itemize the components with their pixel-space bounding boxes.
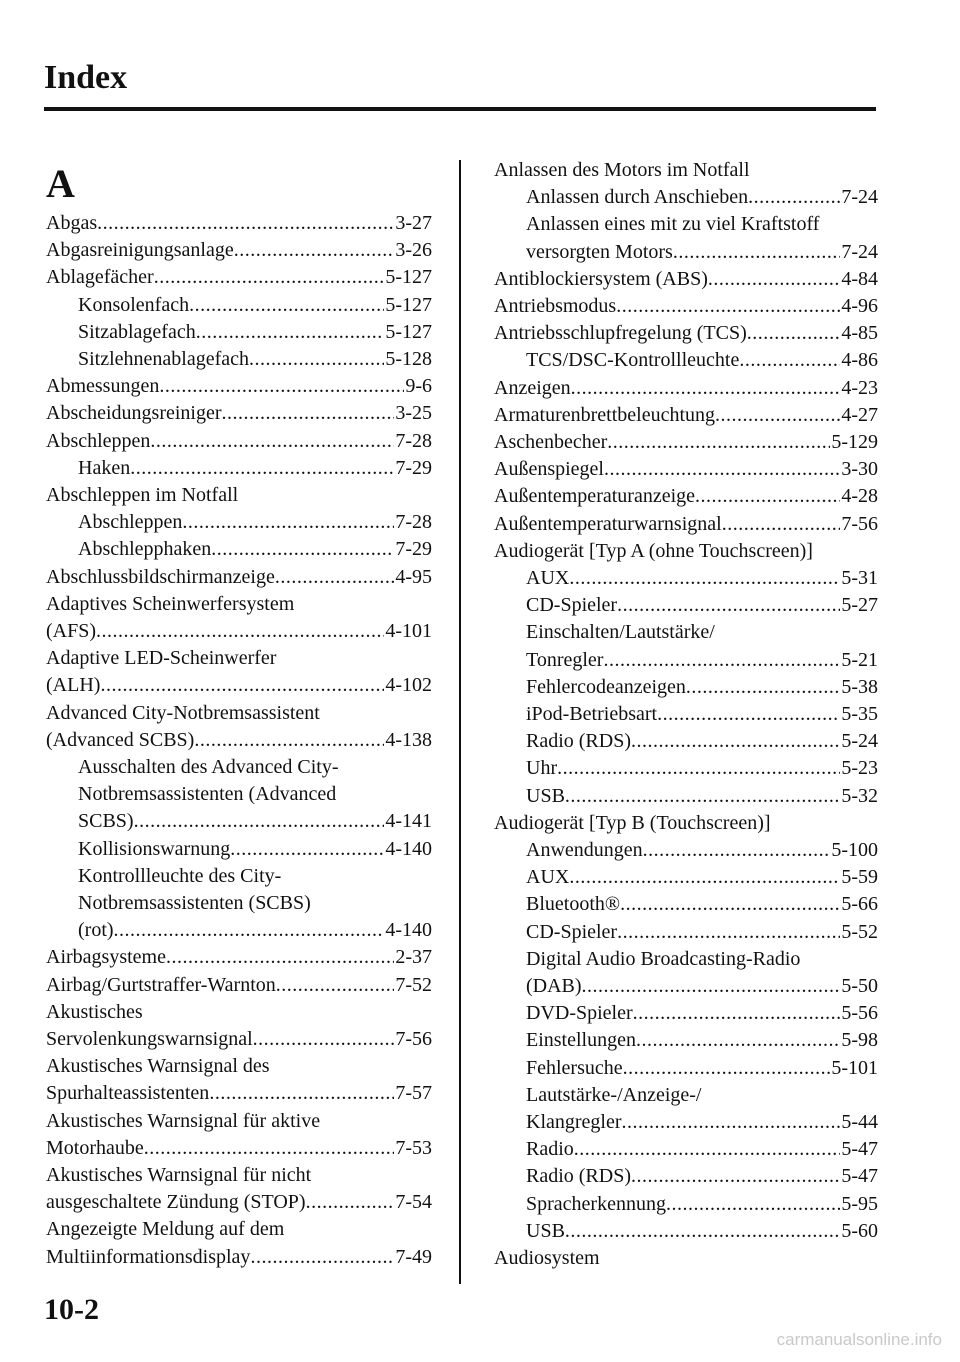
entry-page-ref: 4-96 — [841, 295, 878, 317]
entry-term: Servolenkungswarnsignal — [46, 1028, 253, 1050]
dot-leader — [565, 1218, 840, 1245]
entry-term: Konsolenfach — [78, 293, 190, 316]
index-entry: Akustisches Warnsignal für aktive — [46, 1109, 321, 1132]
index-entry: Akustisches — [46, 1000, 143, 1023]
entry-page-ref: 5-100 — [831, 839, 878, 861]
entry-page-ref: 9-6 — [405, 375, 432, 398]
entry-page-ref: 7-57 — [395, 1082, 432, 1105]
entry-term: Fehlercodeanzeigen — [526, 675, 686, 698]
dot-leader — [643, 837, 831, 864]
index-entry — [494, 429, 878, 456]
index-entry — [46, 972, 432, 999]
entry-term: ausgeschaltete Zündung (STOP) — [46, 1191, 306, 1214]
index-entry — [526, 1055, 878, 1082]
index-entry — [526, 1163, 878, 1190]
entry-term: Abschlepphaken — [78, 538, 212, 561]
entry-term: Außentemperaturwarnsignal — [494, 512, 722, 535]
entry-term: Spracherkennung — [526, 1192, 666, 1215]
entry-term: Anzeigen — [494, 376, 571, 399]
entry-term: Radio — [526, 1138, 574, 1161]
entry-page-ref: 5-60 — [841, 1219, 878, 1242]
index-entry — [526, 1136, 878, 1163]
entry-page-ref: 5-35 — [841, 703, 878, 725]
entry-term: Außenspiegel — [494, 458, 604, 481]
dot-leader — [722, 511, 841, 538]
dot-leader — [565, 783, 840, 810]
entry-page-ref: 5-127 — [385, 266, 432, 289]
entry-page-ref: 7-28 — [395, 511, 432, 534]
dot-leader — [130, 455, 394, 482]
entry-page-ref: 5-47 — [841, 1165, 878, 1188]
entry-page-ref: 4-28 — [841, 485, 878, 508]
entry-term: Spurhalteassistenten — [46, 1082, 210, 1105]
dot-leader — [249, 346, 384, 373]
section-letter: A — [46, 161, 75, 206]
entry-page-ref: 5-50 — [841, 975, 878, 997]
dot-leader — [673, 239, 840, 266]
index-entry — [46, 672, 432, 699]
dot-leader — [209, 1080, 394, 1107]
index-entry — [46, 1026, 432, 1053]
entry-term: Radio (RDS) — [526, 1165, 631, 1188]
entry-term: versorgten Motors — [526, 240, 673, 263]
dot-leader — [657, 701, 840, 728]
entry-page-ref: 5-52 — [841, 920, 878, 943]
index-entry: Lautstärke-/Anzeige-/ — [526, 1083, 702, 1106]
entry-term: Multiinformationsdisplay — [46, 1245, 251, 1268]
index-entry — [78, 292, 432, 319]
dot-leader — [114, 917, 385, 944]
entry-page-ref: 5-128 — [385, 348, 432, 370]
index-entry — [494, 483, 878, 510]
dot-leader — [695, 483, 840, 510]
entry-page-ref: 5-32 — [841, 784, 878, 807]
entry-page-ref: 5-127 — [385, 320, 432, 343]
entry-page-ref: 5-95 — [841, 1192, 878, 1215]
index-entry — [526, 184, 878, 211]
dot-leader — [569, 864, 840, 891]
entry-term: Bluetooth® — [526, 893, 621, 916]
dot-leader — [569, 565, 840, 592]
entry-page-ref: 5-23 — [841, 757, 878, 780]
dot-leader — [196, 319, 385, 346]
entry-page-ref: 7-29 — [395, 456, 432, 479]
index-entry — [78, 455, 432, 482]
entry-term: Antriebsschlupfregelung (TCS) — [494, 322, 747, 345]
index-entry: Abschleppen im Notfall — [46, 484, 239, 506]
index-entry: Notbremsassistenten (Advanced — [78, 783, 337, 806]
index-entry — [494, 402, 878, 429]
entry-term: AUX — [526, 866, 570, 889]
dot-leader — [603, 647, 840, 674]
entry-page-ref: 7-24 — [841, 186, 878, 209]
index-entry: Adaptive LED-Scheinwerfer — [46, 647, 277, 670]
index-entry: Anlassen eines mit zu viel Kraftstoff — [526, 213, 820, 236]
entry-page-ref: 5-98 — [841, 1029, 878, 1052]
index-entry — [526, 1000, 878, 1027]
index-entry: Anlassen des Motors im Notfall — [494, 159, 750, 181]
index-entry — [526, 837, 878, 864]
entry-page-ref: 5-59 — [841, 866, 878, 889]
index-entry: Advanced City-Notbremsassistent — [46, 701, 320, 724]
entry-term: Uhr — [526, 757, 558, 780]
index-entry — [46, 264, 432, 291]
page-number: 10-2 — [44, 1293, 99, 1326]
entry-term: DVD-Spieler — [526, 1002, 633, 1025]
index-entry — [526, 728, 878, 755]
index-entry — [494, 456, 878, 483]
dot-leader — [194, 727, 384, 754]
index-entry — [526, 647, 878, 674]
dot-leader — [633, 1000, 841, 1027]
entry-page-ref: 4-86 — [841, 349, 878, 372]
dot-leader — [739, 347, 840, 374]
index-entry — [78, 836, 432, 863]
index-entry: Einschalten/Lautstärke/ — [526, 621, 715, 644]
dot-leader — [159, 373, 404, 400]
dot-leader — [275, 564, 394, 591]
entry-term: USB — [526, 1219, 565, 1242]
dot-leader — [708, 266, 840, 293]
watermark: carmanualsonline.info — [776, 1330, 942, 1349]
entry-page-ref: 3-27 — [395, 212, 432, 234]
index-entry: Audiogerät [Typ B (Touchscreen)] — [494, 811, 771, 834]
entry-page-ref: 7-52 — [395, 973, 432, 996]
dot-leader — [100, 672, 384, 699]
entry-page-ref: 5-129 — [831, 431, 878, 453]
dot-leader — [607, 429, 830, 456]
entry-page-ref: 3-26 — [395, 239, 432, 262]
dot-leader — [622, 1109, 841, 1136]
entry-page-ref: 2-37 — [395, 946, 432, 969]
dot-leader — [134, 808, 385, 835]
index-entry: Audiosystem — [494, 1247, 600, 1269]
entry-term: Abgas — [46, 212, 98, 234]
index-entry: Digital Audio Broadcasting-Radio — [526, 947, 801, 970]
entry-term: USB — [526, 784, 565, 807]
index-entry — [494, 511, 878, 538]
entry-term: Abscheidungsreiniger — [46, 402, 222, 425]
entry-page-ref: 5-31 — [841, 567, 878, 589]
index-entry — [494, 375, 878, 402]
entry-term: Klangregler — [526, 1111, 622, 1133]
index-entry — [46, 1244, 432, 1271]
entry-term: Anlassen durch Anschieben — [526, 186, 749, 209]
dot-leader — [222, 400, 395, 427]
dot-leader — [666, 1191, 840, 1218]
dot-leader — [276, 972, 395, 999]
entry-page-ref: 7-29 — [395, 538, 432, 561]
dot-leader — [182, 509, 394, 536]
entry-page-ref: 4-140 — [385, 837, 432, 860]
entry-term: Motorhaube — [46, 1136, 144, 1159]
entry-term: Sitzlehnenablagefach — [78, 348, 250, 370]
entry-term: Anwendungen — [526, 839, 643, 861]
index-entry — [526, 1191, 878, 1218]
index-entry — [46, 944, 432, 971]
index-entry — [78, 536, 432, 563]
entry-term: Außentemperaturanzeige — [494, 485, 696, 508]
index-entry — [46, 237, 432, 264]
entry-page-ref: 4-84 — [841, 267, 878, 290]
entry-term: (Advanced SCBS) — [46, 728, 195, 751]
index-entry — [46, 428, 432, 455]
dot-leader — [636, 1027, 840, 1054]
entry-page-ref: 5-24 — [841, 730, 878, 753]
entry-page-ref: 7-24 — [841, 240, 878, 263]
entry-term: Abschleppen — [46, 429, 151, 452]
entry-page-ref: 4-140 — [385, 919, 432, 942]
entry-term: (DAB) — [526, 975, 582, 997]
dot-leader — [97, 210, 394, 237]
entry-page-ref: 5-21 — [841, 648, 878, 671]
entry-page-ref: 4-27 — [841, 403, 878, 426]
entry-term: Einstellungen — [526, 1029, 636, 1052]
index-entry — [78, 808, 432, 835]
entry-term: AUX — [526, 567, 570, 589]
index-entry — [494, 266, 878, 293]
dot-leader — [686, 674, 840, 701]
dot-leader — [617, 592, 840, 619]
index-entry — [526, 592, 878, 619]
entry-page-ref: 7-56 — [841, 512, 878, 535]
entry-term: Abschleppen — [78, 511, 183, 534]
index-entry: Akustisches Warnsignal des — [46, 1055, 270, 1078]
index-entry: Angezeigte Meldung auf dem — [46, 1218, 285, 1241]
index-entry: Adaptives Scheinwerfersystem — [46, 592, 295, 615]
dot-leader — [748, 184, 840, 211]
index-entry — [78, 509, 432, 536]
index-entry — [526, 783, 878, 810]
dot-leader — [616, 293, 840, 320]
dot-leader — [306, 1189, 395, 1216]
entry-page-ref: 4-102 — [385, 674, 432, 697]
dot-leader — [189, 292, 384, 319]
entry-term: Abgasreinigungsanlage — [46, 239, 234, 262]
index-entry — [78, 319, 432, 346]
index-entry — [526, 891, 878, 918]
dot-leader — [715, 402, 840, 429]
index-entry — [526, 701, 878, 728]
index-entry — [46, 1189, 432, 1216]
entry-page-ref: 5-56 — [841, 1002, 878, 1025]
index-entry: Audiogerät [Typ A (ohne Touchscreen)] — [494, 539, 813, 562]
dot-leader — [604, 456, 840, 483]
entry-term: Antiblockiersystem (ABS) — [494, 267, 708, 290]
index-entry — [494, 320, 878, 347]
entry-term: Abschlussbildschirmanzeige — [46, 565, 275, 588]
entry-page-ref: 5-38 — [841, 675, 878, 698]
dot-leader — [617, 919, 840, 946]
entry-page-ref: 7-53 — [395, 1136, 432, 1159]
dot-leader — [253, 1026, 395, 1053]
entry-page-ref: 7-28 — [395, 429, 432, 452]
entry-page-ref: 4-141 — [385, 810, 432, 833]
index-entry: Notbremsassistenten (SCBS) — [78, 892, 311, 914]
entry-term: Radio (RDS) — [526, 730, 631, 753]
entry-page-ref: 5-127 — [385, 293, 432, 316]
dot-leader — [150, 428, 394, 455]
entry-term: Aschenbecher — [494, 431, 608, 453]
index-entry — [526, 973, 878, 1000]
index-entry — [526, 674, 878, 701]
index-entry: Kontrollleuchte des City- — [78, 864, 282, 887]
dot-leader — [557, 755, 840, 782]
index-entry — [526, 347, 878, 374]
dot-leader — [571, 375, 841, 402]
index-entry — [526, 1218, 878, 1245]
entry-term: Abmessungen — [46, 375, 160, 398]
index-entry — [46, 564, 432, 591]
entry-page-ref: 4-85 — [841, 322, 878, 345]
entry-term: Fehlersuche — [526, 1056, 623, 1079]
dot-leader — [747, 320, 841, 347]
dot-leader — [211, 536, 394, 563]
entry-page-ref: 3-25 — [395, 402, 432, 425]
dot-leader — [620, 891, 840, 918]
index-entry — [46, 373, 432, 400]
entry-term: iPod-Betriebsart — [526, 703, 658, 725]
page-title: Index — [44, 59, 128, 96]
dot-leader — [96, 618, 384, 645]
index-entry — [526, 1027, 878, 1054]
dot-leader — [631, 1163, 840, 1190]
index-entry: Ausschalten des Advanced City- — [78, 756, 339, 778]
index-entry — [494, 293, 878, 320]
entry-page-ref: 5-47 — [841, 1138, 878, 1161]
index-entry: Akustisches Warnsignal für nicht — [46, 1164, 312, 1186]
entry-page-ref: 4-23 — [841, 376, 878, 399]
entry-term: Airbag/Gurtstraffer-Warnton — [46, 973, 276, 996]
dot-leader — [230, 836, 384, 863]
entry-term: (AFS) — [46, 620, 97, 642]
entry-page-ref: 5-27 — [841, 594, 878, 617]
index-entry — [46, 1135, 432, 1162]
entry-term: (rot) — [78, 919, 114, 942]
dot-leader — [154, 264, 385, 291]
index-entry — [46, 1080, 432, 1107]
dot-leader — [582, 973, 841, 1000]
index-entry — [46, 727, 432, 754]
index-entry — [78, 346, 432, 373]
entry-term: Sitzablagefach — [78, 320, 196, 343]
index-entry — [46, 210, 432, 237]
entry-term: Tonregler — [526, 648, 604, 671]
index-entry — [46, 618, 432, 645]
entry-page-ref: 5-101 — [831, 1056, 878, 1079]
index-entry — [526, 919, 878, 946]
entry-page-ref: 5-66 — [841, 893, 878, 916]
entry-page-ref: 4-138 — [385, 728, 432, 751]
index-entry — [526, 565, 878, 592]
dot-leader — [144, 1135, 395, 1162]
dot-leader — [631, 728, 840, 755]
entry-term: Kollisionswarnung — [78, 837, 231, 860]
dot-leader — [166, 944, 394, 971]
entry-page-ref: 7-56 — [395, 1028, 432, 1050]
index-entry — [78, 917, 432, 944]
entry-term: CD-Spieler — [526, 594, 618, 617]
entry-term: CD-Spieler — [526, 920, 618, 943]
dot-leader — [574, 1136, 841, 1163]
entry-page-ref: 3-30 — [841, 458, 878, 481]
entry-page-ref: 7-49 — [395, 1245, 432, 1268]
index-entry — [46, 400, 432, 427]
entry-page-ref: 5-44 — [841, 1111, 878, 1133]
dot-leader — [250, 1244, 394, 1271]
entry-term: Haken — [78, 456, 131, 479]
entry-term: Ablagefächer — [46, 266, 154, 289]
entry-term: SCBS) — [78, 810, 134, 833]
index-entry — [526, 755, 878, 782]
index-entry — [526, 239, 878, 266]
column-divider — [459, 160, 461, 1284]
entry-page-ref: 7-54 — [395, 1191, 432, 1214]
entry-term: TCS/DSC-Kontrollleuchte — [526, 349, 740, 372]
entry-page-ref: 4-101 — [385, 620, 432, 642]
entry-term: (ALH) — [46, 674, 101, 697]
entry-term: Airbagsysteme — [46, 946, 166, 969]
header-rule — [44, 107, 876, 111]
index-entry — [526, 1109, 878, 1136]
entry-term: Antriebsmodus — [494, 295, 617, 317]
index-entry — [526, 864, 878, 891]
dot-leader — [623, 1055, 831, 1082]
entry-term: Armaturenbrettbeleuchtung — [494, 403, 716, 426]
dot-leader — [234, 237, 395, 264]
entry-page-ref: 4-95 — [395, 565, 432, 588]
